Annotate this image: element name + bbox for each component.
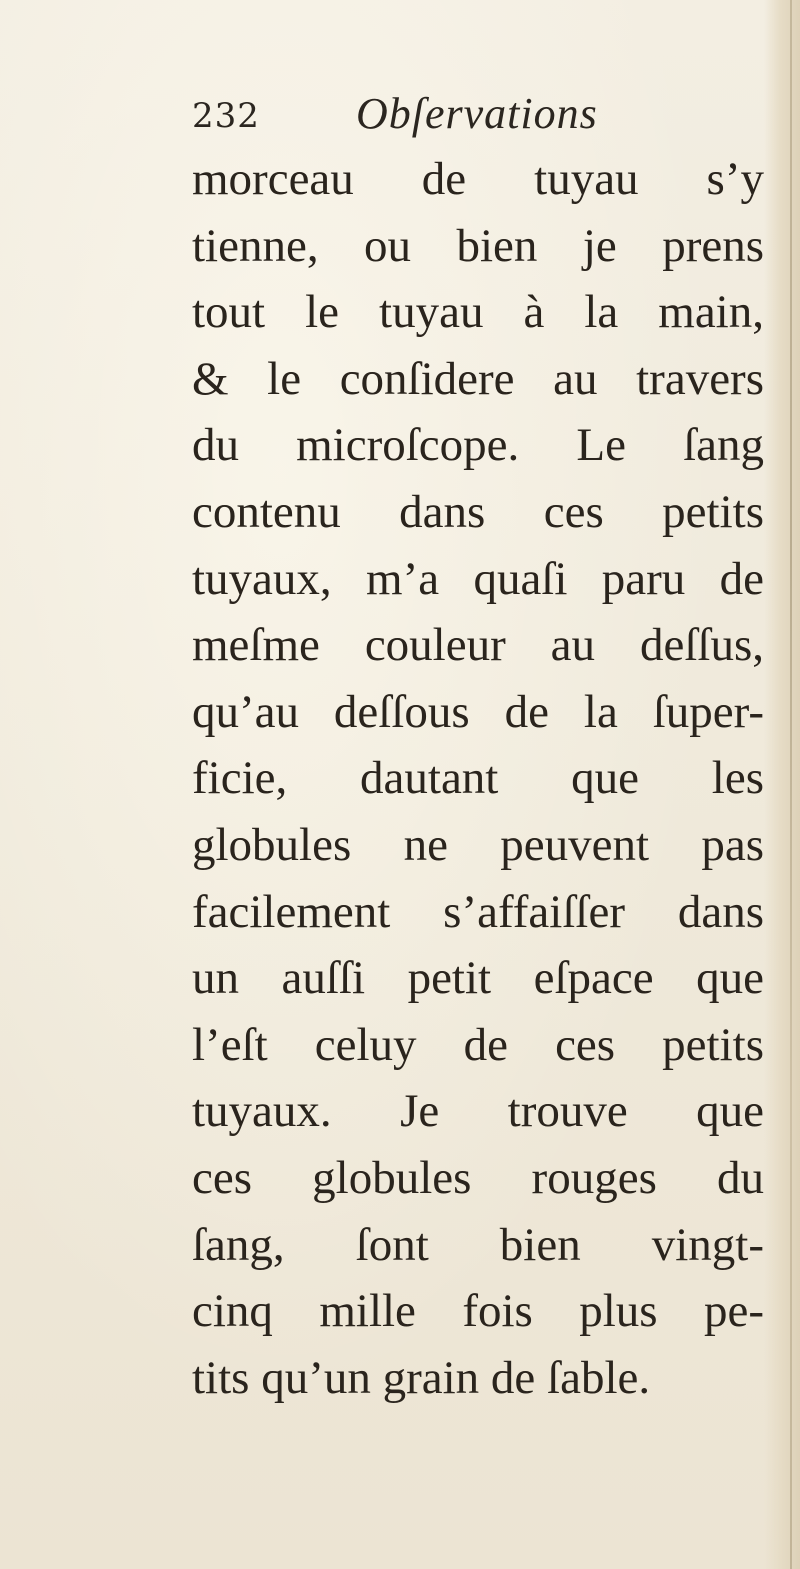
text-line: un auſſi petit eſpace que [192,952,764,1005]
text-line: qu’au deſſous de la ſuper- [192,685,764,738]
text-line: meſme couleur au deſſus, [192,619,764,672]
body-text [192,146,764,1411]
binding-edge [790,0,792,1569]
text-line: & le conſidere au travers [192,352,764,405]
text-line: facilement s’affaiſſer dans [192,885,764,938]
text-line: morceau de tuyau s’y [192,153,764,205]
running-head [192,88,752,138]
page-number: 232 [192,96,260,136]
text-line: du microſcope. Le ſang [192,419,764,472]
text-line: globules ne peuvent pas [192,818,764,871]
page-gutter [764,0,800,1569]
running-title: Obſervations [356,89,598,138]
text-line: ces globules rouges du [192,1151,764,1204]
text-line: tienne, ou bien je prens [192,219,764,272]
text-line: ſang, ſont bien vingt- [192,1218,764,1271]
text-line: l’eſt celuy de ces petits [192,1018,764,1071]
text-line: ficie, dautant que les [192,752,764,805]
text-line: tout le tuyau à la main, [192,286,764,339]
text-line: tuyaux. Je trouve que [192,1085,764,1138]
text-line: cinq mille fois plus pe- [192,1285,764,1338]
text-line: tuyaux, m’a quaſi paru de [192,552,764,605]
text-line: tits qu’un grain de ſable. [192,1351,651,1404]
text-line: contenu dans ces petits [192,485,764,538]
